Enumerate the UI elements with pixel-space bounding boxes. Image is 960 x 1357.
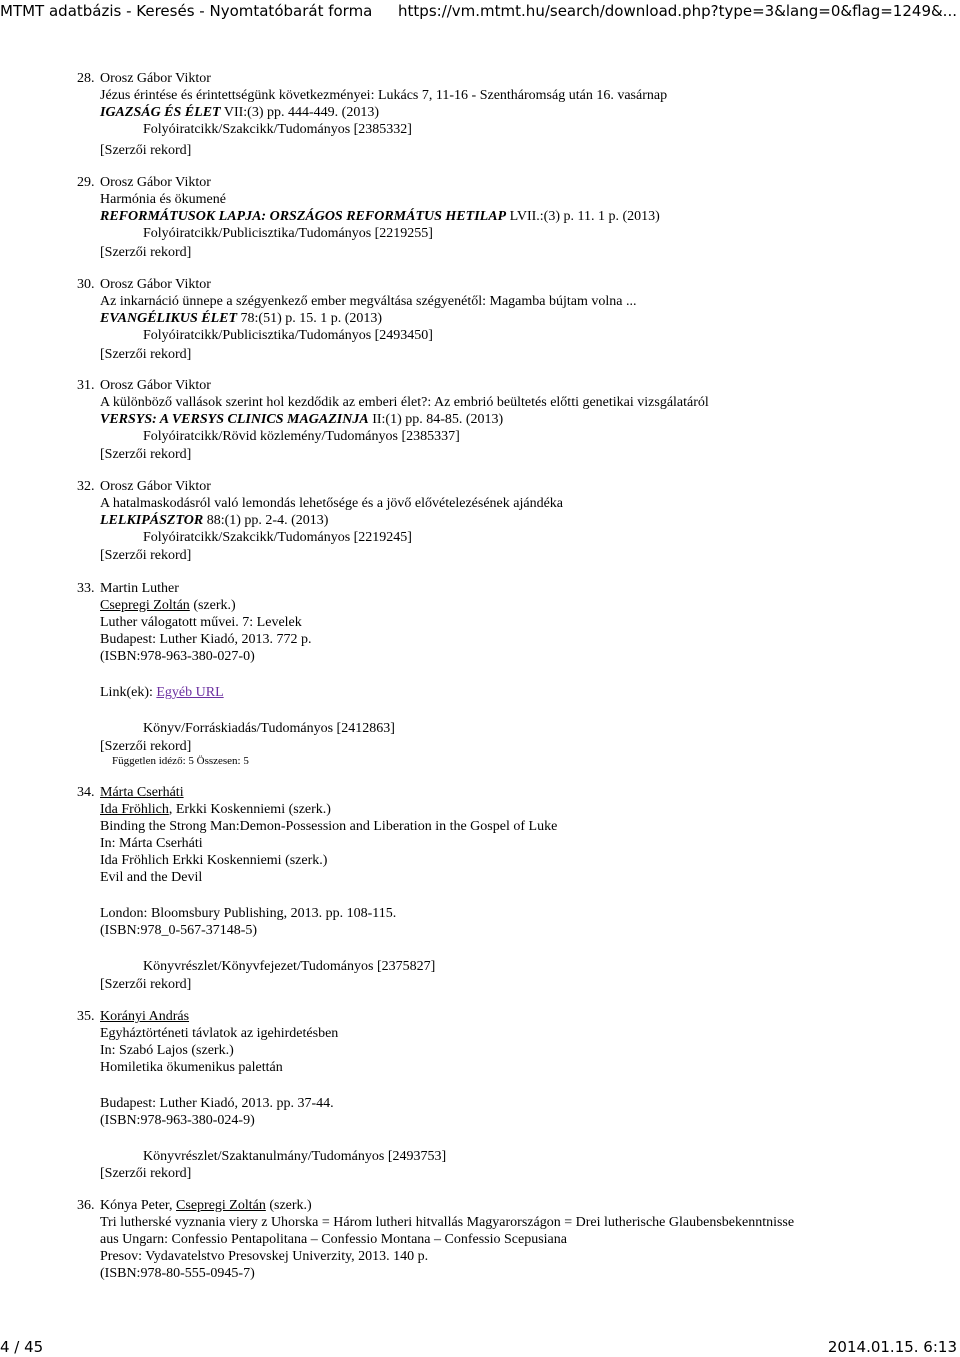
entry-title: A hatalmaskodásról való lemondás lehetősége és a jövő elővételezésének ajándéka [100,496,563,511]
record-status: [Szerzői rekord] [100,245,192,260]
editor-suffix: , Erkki Koskenniemi (szerk.) [168,802,331,817]
citation-count: Független idéző: 5 Összesen: 5 [112,755,249,767]
journal-name: REFORMÁTUSOK LAPJA: ORSZÁGOS REFORMÁTUS HETILAP [100,209,507,224]
entry-source [100,104,379,121]
link-label: Link(ek): [100,685,157,700]
entry-title-continued: aus Ungarn: Confessio Pentapolitana – Confessio Montana – Confessio Scepusiana [100,1232,567,1247]
record-status: [Szerzői rekord] [100,739,192,754]
entry-number: 33. [77,581,95,596]
entry-title: Luther válogatott művei. 7: Levelek [100,615,302,630]
print-footer [0,1337,960,1357]
author-link[interactable]: Orosz Gábor Viktor [100,277,211,292]
entry-publisher: Budapest: Luther Kiadó, 2013. pp. 37-44. [100,1096,334,1111]
entry-authors [100,1197,312,1214]
entry-number: 31. [77,378,95,393]
entry-title: Binding the Strong Man:Demon-Possession and Liberation in the Gospel of Luke [100,819,558,834]
entry-in-editors: Ida Fröhlich Erkki Koskenniemi (szerk.) [100,853,328,868]
record-status: [Szerzői rekord] [100,447,192,462]
entry-editors [100,801,331,818]
entry-in: In: Szabó Lajos (szerk.) [100,1043,234,1058]
source-detail: II:(1) pp. 84-85. (2013) [368,412,504,427]
entry-title: Egyháztörténeti távlatok az igehirdetésben [100,1026,339,1041]
entry-type: Folyóiratcikk/Publicisztika/Tudományos [2219255] [143,226,433,241]
entry-isbn: (ISBN:978_0-567-37148-5) [100,923,258,938]
entry-number: 30. [77,277,95,292]
entry-type: Könyvrészlet/Szaktanulmány/Tudományos [2493753] [143,1149,447,1164]
entry-title: A különböző vallások szerint hol kezdődik az emberi élet?: Az embrió beültetés előtti genetikai vizsgálatáról [100,395,709,410]
editor-link[interactable]: Csepregi Zoltán [100,598,190,613]
entry-publisher: Budapest: Luther Kiadó, 2013. 772 p. [100,632,312,647]
entry-isbn: (ISBN:978-80-555-0945-7) [100,1266,255,1281]
print-timestamp: 2014.01.15. 6:13 [827,1338,957,1356]
entry-type: Folyóiratcikk/Publicisztika/Tudományos [2493450] [143,328,433,343]
entry-publisher: Presov: Vydavatelstvo Presovskej Univerzity, 2013. 140 p. [100,1249,429,1264]
entry-isbn: (ISBN:978-963-380-024-9) [100,1113,255,1128]
record-status: [Szerzői rekord] [100,977,192,992]
source-detail: 88:(1) pp. 2-4. (2013) [203,513,329,528]
author-name: Kónya Peter, [100,1198,177,1213]
entry-title: Az inkarnáció ünnepe a szégyenkező ember megváltása szégyenétől: Magamba bújtam volna ... [100,294,637,309]
record-status: [Szerzői rekord] [100,548,192,563]
entry-in: In: Márta Cserháti [100,836,203,851]
entry-author: Martin Luther [100,581,179,596]
entry-book: Homiletika ökumenikus palettán [100,1060,283,1075]
editor-suffix: (szerk.) [189,598,236,613]
entry-title: Harmónia és ökumené [100,192,226,207]
page-number: 4 / 45 [0,1338,44,1356]
entry-title: Tri lutherské vyznania viery z Uhorska = Három lutheri hitvallás Magyarországon = Drei lutherische Glaubensbekenntnisse [100,1215,795,1230]
record-status: [Szerzői rekord] [100,347,192,362]
entry-type: Folyóiratcikk/Rövid közlemény/Tudományos [2385337] [143,429,460,444]
journal-name: VERSYS: A VERSYS CLINICS MAGAZINJA [100,412,369,427]
entry-source [100,411,503,428]
header-title: MTMT adatbázis - Keresés - Nyomtatóbarát forma [0,2,373,20]
editor-link[interactable]: Ida Fröhlich [100,802,169,817]
entry-editors [100,597,236,614]
header-url: https://vm.mtmt.hu/search/download.php?type=3&lang=0&flag=1249&... [398,2,957,20]
author-link[interactable]: Korányi András [100,1009,190,1024]
entry-number: 28. [77,71,95,86]
entry-number: 32. [77,479,95,494]
record-status: [Szerzői rekord] [100,1166,192,1181]
print-header [0,0,960,22]
author-link[interactable]: Orosz Gábor Viktor [100,71,211,86]
entry-type: Folyóiratcikk/Szakcikk/Tudományos [2385332] [143,122,412,137]
editor-link[interactable]: Csepregi Zoltán [176,1198,266,1213]
entry-isbn: (ISBN:978-963-380-027-0) [100,649,255,664]
journal-name: IGAZSÁG ÉS ÉLET [100,105,221,120]
source-detail: 78:(51) p. 15. 1 p. (2013) [237,311,383,326]
entry-source [100,310,382,327]
entry-book: Evil and the Devil [100,870,203,885]
entry-type: Könyv/Forráskiadás/Tudományos [2412863] [143,721,395,736]
entry-source [100,512,328,529]
entry-source [100,208,660,225]
author-link[interactable]: Márta Cserháti [100,785,184,800]
author-link[interactable]: Orosz Gábor Viktor [100,175,211,190]
author-link[interactable]: Orosz Gábor Viktor [100,479,211,494]
entry-links [100,684,224,701]
journal-name: EVANGÉLIKUS ÉLET [100,311,238,326]
editor-suffix: (szerk.) [265,1198,312,1213]
entry-number: 35. [77,1009,95,1024]
record-status: [Szerzői rekord] [100,143,192,158]
entry-publisher: London: Bloomsbury Publishing, 2013. pp. 108-115. [100,906,397,921]
other-url-link[interactable]: Egyéb URL [156,685,224,700]
entry-number: 29. [77,175,95,190]
entry-type: Könyvrészlet/Könyvfejezet/Tudományos [2375827] [143,959,436,974]
source-detail: LVII.:(3) p. 11. 1 p. (2013) [506,209,660,224]
entry-number: 34. [77,785,95,800]
author-link[interactable]: Orosz Gábor Viktor [100,378,211,393]
entry-type: Folyóiratcikk/Szakcikk/Tudományos [2219245] [143,530,412,545]
journal-name: LELKIPÁSZTOR [100,513,204,528]
entry-number: 36. [77,1198,95,1213]
source-detail: VII:(3) pp. 444-449. (2013) [220,105,379,120]
entry-title: Jézus érintése és érintettségünk következményei: Lukács 7, 11-16 - Szentháromság után 16. vasárnap [100,88,668,103]
